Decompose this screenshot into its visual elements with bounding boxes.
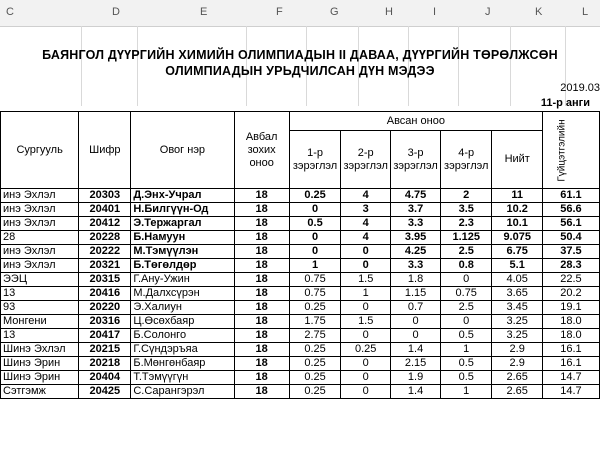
row-part1-cell[interactable]: 0.25 (289, 357, 340, 371)
row-max-cell[interactable]: 18 (234, 371, 289, 385)
row-part1-cell[interactable]: 0.25 (289, 371, 340, 385)
row-part1-cell[interactable]: 0 (289, 203, 340, 217)
row-max-cell[interactable]: 18 (234, 245, 289, 259)
row-part1-cell[interactable]: 0.75 (289, 273, 340, 287)
row-part1-cell[interactable]: 0.25 (289, 189, 340, 203)
row-part2-cell[interactable]: 1 (341, 287, 391, 301)
header-cipher[interactable]: Шифр (79, 112, 131, 189)
row-school-cell[interactable]: инэ Эхлэл (1, 217, 79, 231)
row-total-cell[interactable]: 2.65 (492, 371, 542, 385)
row-total-cell[interactable]: 10.2 (492, 203, 542, 217)
row-cipher-cell[interactable]: 20412 (79, 217, 131, 231)
row-max-cell[interactable]: 18 (234, 357, 289, 371)
row-name-cell[interactable]: Г.Сүндэръяа (131, 343, 234, 357)
row-performance-cell[interactable]: 50.4 (542, 231, 599, 245)
row-name-cell[interactable]: Б.Төгөлдөр (131, 259, 234, 273)
row-cipher-cell[interactable]: 20215 (79, 343, 131, 357)
row-part1-cell[interactable]: 0.25 (289, 385, 340, 399)
row-max-cell[interactable]: 18 (234, 301, 289, 315)
row-part3-cell[interactable]: 3.95 (391, 231, 441, 245)
row-part1-cell[interactable]: 2.75 (289, 329, 340, 343)
row-part3-cell[interactable]: 4.25 (391, 245, 441, 259)
row-name-cell[interactable]: М.Далхсүрэн (131, 287, 234, 301)
row-total-cell[interactable]: 3.65 (492, 287, 542, 301)
table-row (1, 217, 600, 231)
row-performance-cell[interactable]: 14.7 (542, 385, 599, 399)
row-cipher-cell[interactable]: 20321 (79, 259, 131, 273)
row-school-cell[interactable]: 13 (1, 329, 79, 343)
column-letter-i[interactable]: I (433, 6, 437, 18)
table-row (1, 385, 600, 399)
row-school-cell[interactable]: 13 (1, 287, 79, 301)
row-name-cell[interactable]: Ц.Өсөхбаяр (131, 315, 234, 329)
row-total-cell[interactable]: 10.1 (492, 217, 542, 231)
row-school-cell[interactable]: Шинэ Эхлэл (1, 343, 79, 357)
row-cipher-cell[interactable]: 20303 (79, 189, 131, 203)
sheet-title-line-1: БАЯНГОЛ ДҮҮРГИЙН ХИМИЙН ОЛИМПИАДЫН II ДАВАА, ДҮҮРГИЙН ТӨРӨЛЖСӨН (42, 48, 558, 62)
row-part4-cell[interactable]: 0 (441, 273, 492, 287)
row-performance-cell[interactable]: 18.0 (542, 315, 599, 329)
row-school-cell[interactable]: Сэтгэмж (1, 385, 79, 399)
row-name-cell[interactable]: Г.Ану-Ужин (131, 273, 234, 287)
table-row (1, 343, 600, 357)
header-performance-label: Гүйцэтгэлийн (556, 118, 568, 182)
row-performance-cell[interactable]: 56.1 (542, 217, 599, 231)
row-performance-cell[interactable]: 19.1 (542, 301, 599, 315)
row-max-cell[interactable]: 18 (234, 315, 289, 329)
row-part1-cell[interactable]: 0.5 (289, 217, 340, 231)
row-school-cell[interactable]: Шинэ Эрин (1, 357, 79, 371)
row-part2-cell[interactable]: 3 (341, 203, 391, 217)
row-part3-cell[interactable]: 1.4 (391, 343, 441, 357)
column-letter-g[interactable]: G (330, 6, 339, 18)
table-row (1, 231, 600, 245)
row-school-cell[interactable]: 93 (1, 301, 79, 315)
column-letter-h[interactable]: H (385, 6, 393, 18)
row-part3-cell[interactable]: 3.3 (391, 217, 441, 231)
row-school-cell[interactable]: инэ Эхлэл (1, 245, 79, 259)
row-max-cell[interactable]: 18 (234, 231, 289, 245)
row-max-cell[interactable]: 18 (234, 329, 289, 343)
column-letter-d[interactable]: D (112, 6, 120, 18)
row-part1-cell[interactable]: 0.75 (289, 287, 340, 301)
row-school-cell[interactable]: Шинэ Эрин (1, 371, 79, 385)
row-cipher-cell[interactable]: 20220 (79, 301, 131, 315)
row-part2-cell[interactable]: 0 (341, 385, 391, 399)
row-school-cell[interactable]: инэ Эхлэл (1, 189, 79, 203)
row-part1-cell[interactable]: 0.25 (289, 301, 340, 315)
row-part4-cell[interactable]: 2 (441, 189, 492, 203)
row-part1-cell[interactable]: 1 (289, 259, 340, 273)
row-part3-cell[interactable]: 1.15 (391, 287, 441, 301)
row-performance-cell[interactable]: 28.3 (542, 259, 599, 273)
row-part4-cell[interactable]: 2.5 (441, 245, 492, 259)
column-letter-f[interactable]: F (276, 6, 283, 18)
table-row (1, 301, 600, 315)
header-performance[interactable] (542, 112, 599, 189)
row-name-cell[interactable]: Э.Халиун (131, 301, 234, 315)
row-school-cell[interactable]: инэ Эхлэл (1, 203, 79, 217)
row-part3-cell[interactable]: 1.9 (391, 371, 441, 385)
row-cipher-cell[interactable]: 20401 (79, 203, 131, 217)
row-cipher-cell[interactable]: 20404 (79, 371, 131, 385)
row-performance-cell[interactable]: 18.0 (542, 329, 599, 343)
grade-label: 11-р анги (540, 97, 590, 109)
row-part2-cell[interactable]: 0 (341, 329, 391, 343)
row-part4-cell[interactable]: 2.5 (441, 301, 492, 315)
results-body (1, 189, 600, 399)
row-name-cell[interactable]: Т.Тэмүүгүн (131, 371, 234, 385)
row-part2-cell[interactable]: 1.5 (341, 315, 391, 329)
row-max-cell[interactable]: 18 (234, 273, 289, 287)
column-letter-c[interactable]: C (6, 6, 14, 18)
row-part2-cell[interactable]: 0 (341, 371, 391, 385)
column-letter-k[interactable]: K (535, 6, 543, 18)
row-cipher-cell[interactable]: 20315 (79, 273, 131, 287)
row-cipher-cell[interactable]: 20316 (79, 315, 131, 329)
table-row (1, 259, 600, 273)
row-performance-cell[interactable]: 37.5 (542, 245, 599, 259)
header-school[interactable]: Сургууль (1, 112, 79, 189)
row-part3-cell[interactable]: 1.8 (391, 273, 441, 287)
row-part3-cell[interactable]: 0 (391, 315, 441, 329)
row-part2-cell[interactable]: 0.25 (341, 343, 391, 357)
row-part4-cell[interactable]: 0.8 (441, 259, 492, 273)
row-name-cell[interactable]: Э.Тержаргал (131, 217, 234, 231)
header-part-3[interactable]: 3-р зэрэглэл (391, 131, 441, 189)
row-total-cell[interactable]: 6.75 (492, 245, 542, 259)
column-letter-l[interactable]: L (582, 6, 589, 18)
row-total-cell[interactable]: 3.25 (492, 315, 542, 329)
row-name-cell[interactable]: М.Тэмүүлэн (131, 245, 234, 259)
row-name-cell[interactable]: Б.Мөнгөнбаяр (131, 357, 234, 371)
table-row (1, 273, 600, 287)
row-name-cell[interactable]: Б.Намуун (131, 231, 234, 245)
row-cipher-cell[interactable]: 20425 (79, 385, 131, 399)
row-total-cell[interactable]: 2.9 (492, 343, 542, 357)
row-cipher-cell[interactable]: 20218 (79, 357, 131, 371)
row-part4-cell[interactable]: 0.75 (441, 287, 492, 301)
row-part1-cell[interactable]: 0 (289, 231, 340, 245)
row-performance-cell[interactable]: 16.1 (542, 343, 599, 357)
row-part4-cell[interactable]: 2.3 (441, 217, 492, 231)
table-row (1, 371, 600, 385)
column-letter-j[interactable]: J (485, 6, 491, 18)
row-name-cell[interactable]: Д.Энх-Учрал (131, 189, 234, 203)
row-part3-cell[interactable]: 4.75 (391, 189, 441, 203)
table-row (1, 245, 600, 259)
row-cipher-cell[interactable]: 20222 (79, 245, 131, 259)
row-max-cell[interactable]: 18 (234, 217, 289, 231)
header-name[interactable]: Овог нэр (131, 112, 234, 189)
row-part2-cell[interactable]: 0 (341, 259, 391, 273)
row-performance-cell[interactable]: 22.5 (542, 273, 599, 287)
row-total-cell[interactable]: 11 (492, 189, 542, 203)
row-total-cell[interactable]: 3.25 (492, 329, 542, 343)
row-part2-cell[interactable]: 4 (341, 189, 391, 203)
row-part1-cell[interactable]: 1.75 (289, 315, 340, 329)
row-part3-cell[interactable]: 1.4 (391, 385, 441, 399)
row-name-cell[interactable]: С.Сарангэрэл (131, 385, 234, 399)
row-part3-cell[interactable]: 3.3 (391, 259, 441, 273)
row-part3-cell[interactable]: 3.7 (391, 203, 441, 217)
row-part4-cell[interactable]: 1 (441, 385, 492, 399)
header-part-2[interactable]: 2-р зэрэглэл (341, 131, 391, 189)
row-max-cell[interactable]: 18 (234, 287, 289, 301)
row-max-cell[interactable]: 18 (234, 189, 289, 203)
row-part2-cell[interactable]: 4 (341, 231, 391, 245)
row-performance-cell[interactable]: 61.1 (542, 189, 599, 203)
row-school-cell[interactable]: Монгени (1, 315, 79, 329)
row-max-cell[interactable]: 18 (234, 259, 289, 273)
column-letter-e[interactable]: E (200, 6, 208, 18)
table-row (1, 189, 600, 203)
row-part2-cell[interactable]: 0 (341, 245, 391, 259)
row-part4-cell[interactable]: 3.5 (441, 203, 492, 217)
row-part3-cell[interactable]: 0.7 (391, 301, 441, 315)
row-part3-cell[interactable]: 2.15 (391, 357, 441, 371)
row-total-cell[interactable]: 9.075 (492, 231, 542, 245)
row-total-cell[interactable]: 2.9 (492, 357, 542, 371)
row-cipher-cell[interactable]: 20416 (79, 287, 131, 301)
sheet-title-line-2: ОЛИМПИАДЫН УРЬДЧИЛСАН ДҮН МЭДЭЭ (165, 64, 435, 78)
row-max-cell[interactable]: 18 (234, 343, 289, 357)
row-part4-cell[interactable]: 0.5 (441, 329, 492, 343)
row-school-cell[interactable]: ЭЭЦ (1, 273, 79, 287)
row-school-cell[interactable]: 28 (1, 231, 79, 245)
row-part4-cell[interactable]: 1.125 (441, 231, 492, 245)
results-table (0, 111, 600, 399)
row-part2-cell[interactable]: 0 (341, 357, 391, 371)
row-part1-cell[interactable]: 0 (289, 245, 340, 259)
row-max-cell[interactable]: 18 (234, 385, 289, 399)
row-cipher-cell[interactable]: 20228 (79, 231, 131, 245)
header-total[interactable]: Нийт (492, 131, 542, 189)
table-row (1, 203, 600, 217)
row-part4-cell[interactable]: 0 (441, 315, 492, 329)
table-row (1, 329, 600, 343)
header-earned-points[interactable]: Авсан оноо (289, 112, 542, 131)
row-school-cell[interactable]: инэ Эхлэл (1, 259, 79, 273)
row-performance-cell[interactable]: 16.1 (542, 357, 599, 371)
row-total-cell[interactable]: 2.65 (492, 385, 542, 399)
row-part2-cell[interactable]: 1.5 (341, 273, 391, 287)
report-date: 2019.03 (560, 82, 600, 94)
column-header-bar (0, 0, 600, 27)
row-performance-cell[interactable]: 14.7 (542, 371, 599, 385)
row-performance-cell[interactable]: 56.6 (542, 203, 599, 217)
row-name-cell[interactable]: Б.Солонго (131, 329, 234, 343)
row-part3-cell[interactable]: 0 (391, 329, 441, 343)
header-max-points[interactable]: Авбал зохих оноо (234, 112, 289, 189)
row-max-cell[interactable]: 18 (234, 203, 289, 217)
row-name-cell[interactable]: Н.Билгүүн-Од (131, 203, 234, 217)
row-total-cell[interactable]: 4.05 (492, 273, 542, 287)
table-row (1, 357, 600, 371)
row-part4-cell[interactable]: 0.5 (441, 371, 492, 385)
header-part-1[interactable]: 1-р зэрэглэл (289, 131, 340, 189)
header-part-4[interactable]: 4-р зэрэглэл (441, 131, 492, 189)
row-part2-cell[interactable]: 0 (341, 301, 391, 315)
row-part4-cell[interactable]: 1 (441, 343, 492, 357)
row-part4-cell[interactable]: 0.5 (441, 357, 492, 371)
row-performance-cell[interactable]: 20.2 (542, 287, 599, 301)
row-total-cell[interactable]: 5.1 (492, 259, 542, 273)
row-part2-cell[interactable]: 4 (341, 217, 391, 231)
row-cipher-cell[interactable]: 20417 (79, 329, 131, 343)
table-row (1, 287, 600, 301)
table-row (1, 315, 600, 329)
row-part1-cell[interactable]: 0.25 (289, 343, 340, 357)
row-total-cell[interactable]: 3.45 (492, 301, 542, 315)
